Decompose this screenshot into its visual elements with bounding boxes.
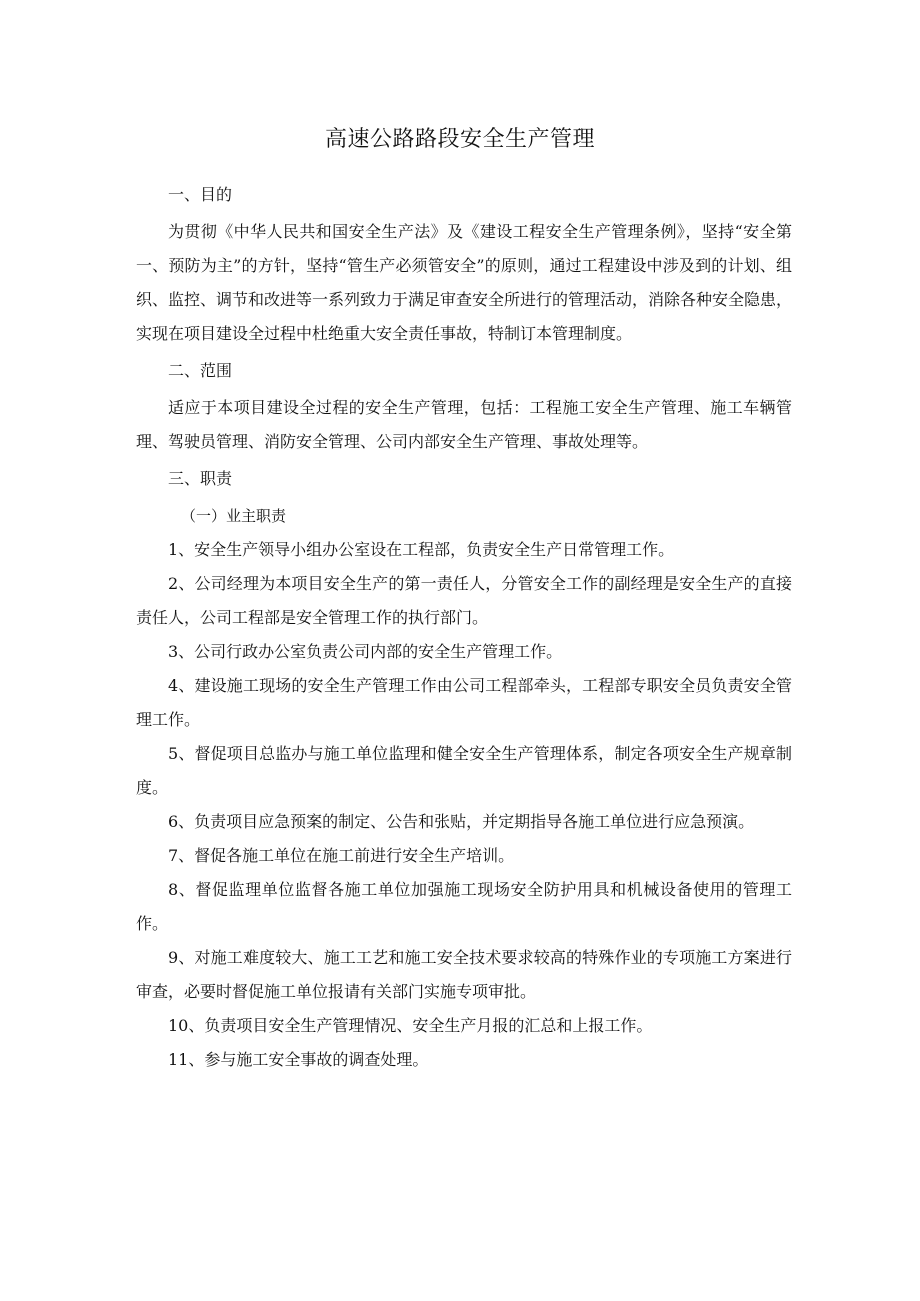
duty-item: 10、负责项目安全生产管理情况、安全生产月报的汇总和上报工作。 [168,1016,653,1035]
duty-item: 8、督促监理单位监督各施工单位加强施工现场安全防护用具和机械设备使用的管理工作。 [136,880,792,933]
document-title: 高速公路路段安全生产管理 [324,127,595,152]
duty-item: 3、公司行政办公室负责公司内部的安全生产管理工作。 [168,642,563,661]
owner-duties-subheading: （一）业主职责 [181,507,287,525]
section-heading-duties: 三、职责 [168,469,233,488]
duty-item: 6、负责项目应急预案的制定、公告和张贴，并定期指导各施工单位进行应急预演。 [168,812,755,831]
duty-item: 5、督促项目总监办与施工单位监理和健全安全生产管理体系，制定各项安全生产规章制度。 [136,744,792,797]
purpose-paragraph: 为贯彻《中华人民共和国安全生产法》及《建设工程安全生产管理条例》，坚持“安全第一、预防为主”的方针，坚持“管生产必须管安全”的原则，通过工程建设中涉及到的计划、组织、监控、调节和改进等一系列致力于满足审查安全所进行的管理活动，消除各种安全隐患，实现在项目建设全过程中杜绝重大安全责任事故，特制订本管理制度。 [136,222,793,343]
section-heading-purpose: 一、目的 [168,185,233,204]
duty-item: 7、督促各施工单位在施工前进行安全生产培训。 [168,846,515,865]
duty-item: 11、参与施工安全事故的调查处理。 [168,1050,429,1069]
section-heading-scope: 二、范围 [168,361,233,380]
duty-item: 9、对施工难度较大、施工工艺和施工安全技术要求较高的特殊作业的专项施工方案进行审查，必要时督促施工单位报请有关部门实施专项审批。 [136,948,792,1001]
scope-paragraph: 适应于本项目建设全过程的安全生产管理，包括：工程施工安全生产管理、施工车辆管理、驾驶员管理、消防安全管理、公司内部安全生产管理、事故处理等。 [136,398,792,451]
duty-item: 2、公司经理为本项目安全生产的第一责任人，分管安全工作的副经理是安全生产的直接责任人，公司工程部是安全管理工作的执行部门。 [136,574,792,627]
duty-item: 4、建设施工现场的安全生产管理工作由公司工程部牵头，工程部专职安全员负责安全管理工作。 [136,676,792,729]
duty-item: 1、安全生产领导小组办公室设在工程部，负责安全生产日常管理工作。 [168,540,675,559]
document-body [136,178,792,1077]
